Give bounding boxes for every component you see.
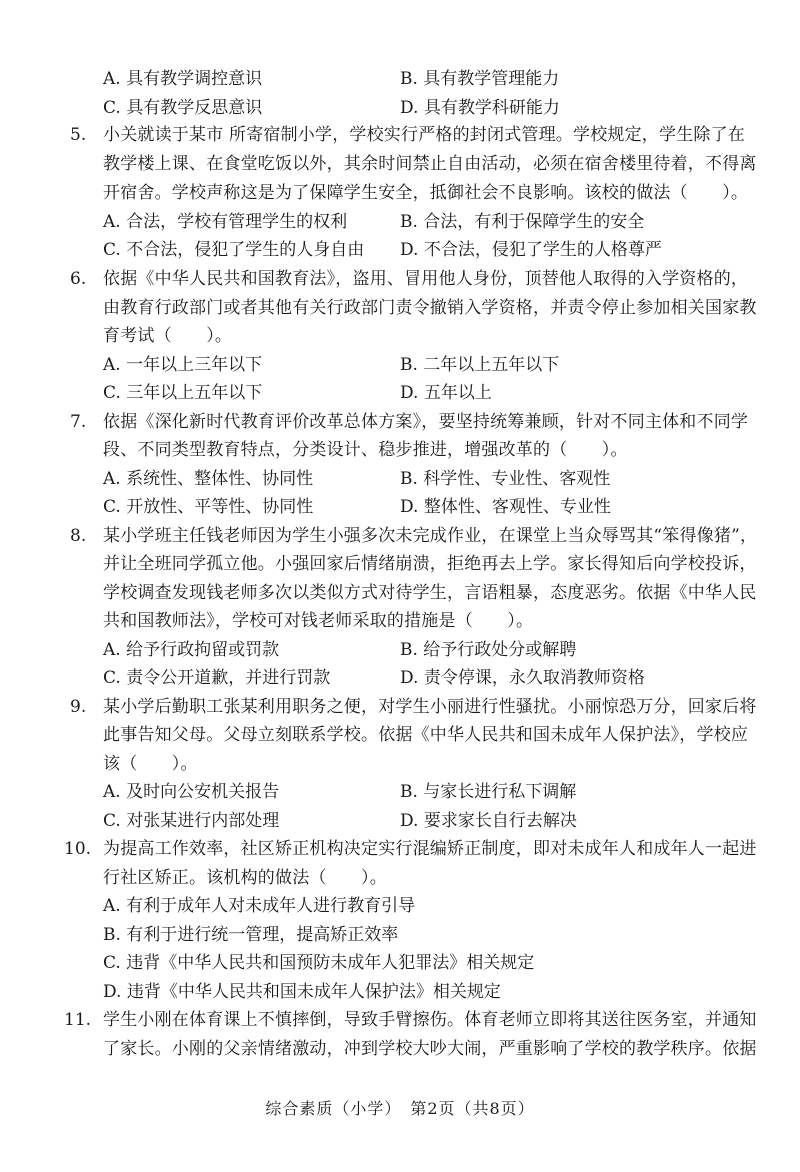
question-8-line-2: 并让全班同学孤立他。小强回家后情绪崩溃，拒绝再去上学。家长得知后向学校投诉， [103, 554, 757, 574]
prev-option-b: B. 具有教学管理能力 [400, 69, 560, 89]
question-6-option-d: D. 五年以上 [400, 383, 492, 403]
question-9-line-2: 此事告知父母。父母立刻联系学校。依据《中华人民共和国未成年人保护法》，学校应 [103, 725, 749, 745]
question-11-line-1: 学生小刚在体育课上不慎摔倒，导致手臂擦伤。体育老师立即将其送往医务室，并通知 [103, 1010, 757, 1030]
question-6-option-c: C. 三年以上五年以下 [103, 383, 263, 403]
question-5-line-3: 开宿舍。学校声称这是为了保障学生安全，抵御社会不良影响。该校的做法（ ）。 [103, 183, 749, 203]
prev-option-a: A. 具有教学调控意识 [103, 69, 263, 89]
question-6-line-1: 依据《中华人民共和国教育法》，盗用、冒用他人身份，顶替他人取得的入学资格的， [103, 269, 749, 289]
question-6-line-3: 育考试（ ）。 [103, 326, 233, 346]
question-9-option-a: A. 及时向公安机关报告 [103, 782, 280, 802]
question-10-number: 10. [64, 839, 92, 859]
question-9-number: 9. [70, 697, 87, 717]
question-11-line-2: 了家长。小刚的父亲情绪激动，冲到学校大吵大闹，严重影响了学校的教学秩序。依据 [103, 1039, 757, 1059]
question-8-option-b: B. 给予行政处分或解聘 [400, 640, 577, 660]
question-5-option-b: B. 合法，有利于保障学生的安全 [400, 212, 645, 232]
question-8-line-1: 某小学班主任钱老师因为学生小强多次未完成作业，在课堂上当众辱骂其“笨得像猪”， [103, 526, 758, 546]
question-6-option-b: B. 二年以上五年以下 [400, 355, 560, 375]
question-5-option-a: A. 合法，学校有管理学生的权利 [103, 212, 348, 232]
question-7-option-a: A. 系统性、整体性、协同性 [103, 469, 314, 489]
question-8-line-4: 共和国教师法》，学校可对钱老师采取的措施是（ ）。 [103, 611, 534, 631]
question-10-line-1: 为提高工作效率，社区矫正机构决定实行混编矫正制度，即对未成年人和成年人一起进 [103, 839, 757, 859]
question-7-line-2: 段、不同类型教育特点，分类设计、稳步推进，增强改革的（ ）。 [103, 440, 628, 460]
question-7-line-1: 依据《深化新时代教育评价改革总体方案》，要坚持统筹兼顾，针对不同主体和不同学 [103, 412, 749, 432]
question-10-option-a: A. 有利于成年人对未成年人进行教育引导 [103, 896, 416, 916]
question-11-number: 11. [64, 1010, 92, 1030]
question-9-line-1: 某小学后勤职工张某利用职务之便，对学生小丽进行性骚扰。小丽惊恐万分，回家后将 [103, 697, 757, 717]
question-8-number: 8. [70, 526, 87, 546]
question-9-option-c: C. 对张某进行内部处理 [103, 811, 280, 831]
question-7-option-c: C. 开放性、平等性、协同性 [103, 497, 314, 517]
question-5-line-1: 小关就读于某市 所寄宿制小学，学校实行严格的封闭式管理。学校规定，学生除了在 [103, 125, 746, 145]
question-9-line-3: 该（ ）。 [103, 754, 198, 774]
question-6-number: 6. [70, 269, 87, 289]
question-7-option-d: D. 整体性、客观性、专业性 [400, 497, 611, 517]
question-8-option-d: D. 责令停课，永久取消教师资格 [400, 668, 645, 688]
prev-option-d: D. 具有教学科研能力 [400, 98, 560, 118]
prev-option-c: C. 具有教学反思意识 [103, 98, 263, 118]
question-10-option-b: B. 有利于进行统一管理，提高矫正效率 [103, 925, 399, 945]
question-6-option-a: A. 一年以上三年以下 [103, 355, 263, 375]
page-footer: 综合素质（小学） 第2页（共8页） [265, 1099, 535, 1118]
question-10-line-2: 行社区矫正。该机构的做法（ ）。 [103, 868, 387, 888]
question-5-option-d: D. 不合法，侵犯了学生的人格尊严 [400, 240, 662, 260]
question-10-option-d: D. 违背《中华人民共和国未成年人保护法》相关规定 [103, 982, 501, 1002]
question-7-number: 7. [70, 412, 87, 432]
question-9-option-b: B. 与家长进行私下调解 [400, 782, 577, 802]
question-10-option-c: C. 违背《中华人民共和国预防未成年人犯罪法》相关规定 [103, 953, 535, 973]
question-5-number: 5. [70, 125, 87, 145]
question-9-option-d: D. 要求家长自行去解决 [400, 811, 577, 831]
question-5-option-c: C. 不合法，侵犯了学生的人身自由 [103, 240, 365, 260]
question-8-option-c: C. 责令公开道歉，并进行罚款 [103, 668, 331, 688]
question-6-line-2: 由教育行政部门或者其他有关行政部门责令撤销入学资格，并责令停止参加相关国家教 [103, 298, 757, 318]
question-8-option-a: A. 给予行政拘留或罚款 [103, 640, 280, 660]
question-7-option-b: B. 科学性、专业性、客观性 [400, 469, 611, 489]
question-5-line-2: 教学楼上课、在食堂吃饭以外，其余时间禁止自由活动，必须在宿舍楼里待着，不得离 [103, 154, 757, 174]
question-8-line-3: 学校调查发现钱老师多次以类似方式对待学生，言语粗暴，态度恶劣。依据《中华人民 [103, 583, 757, 603]
